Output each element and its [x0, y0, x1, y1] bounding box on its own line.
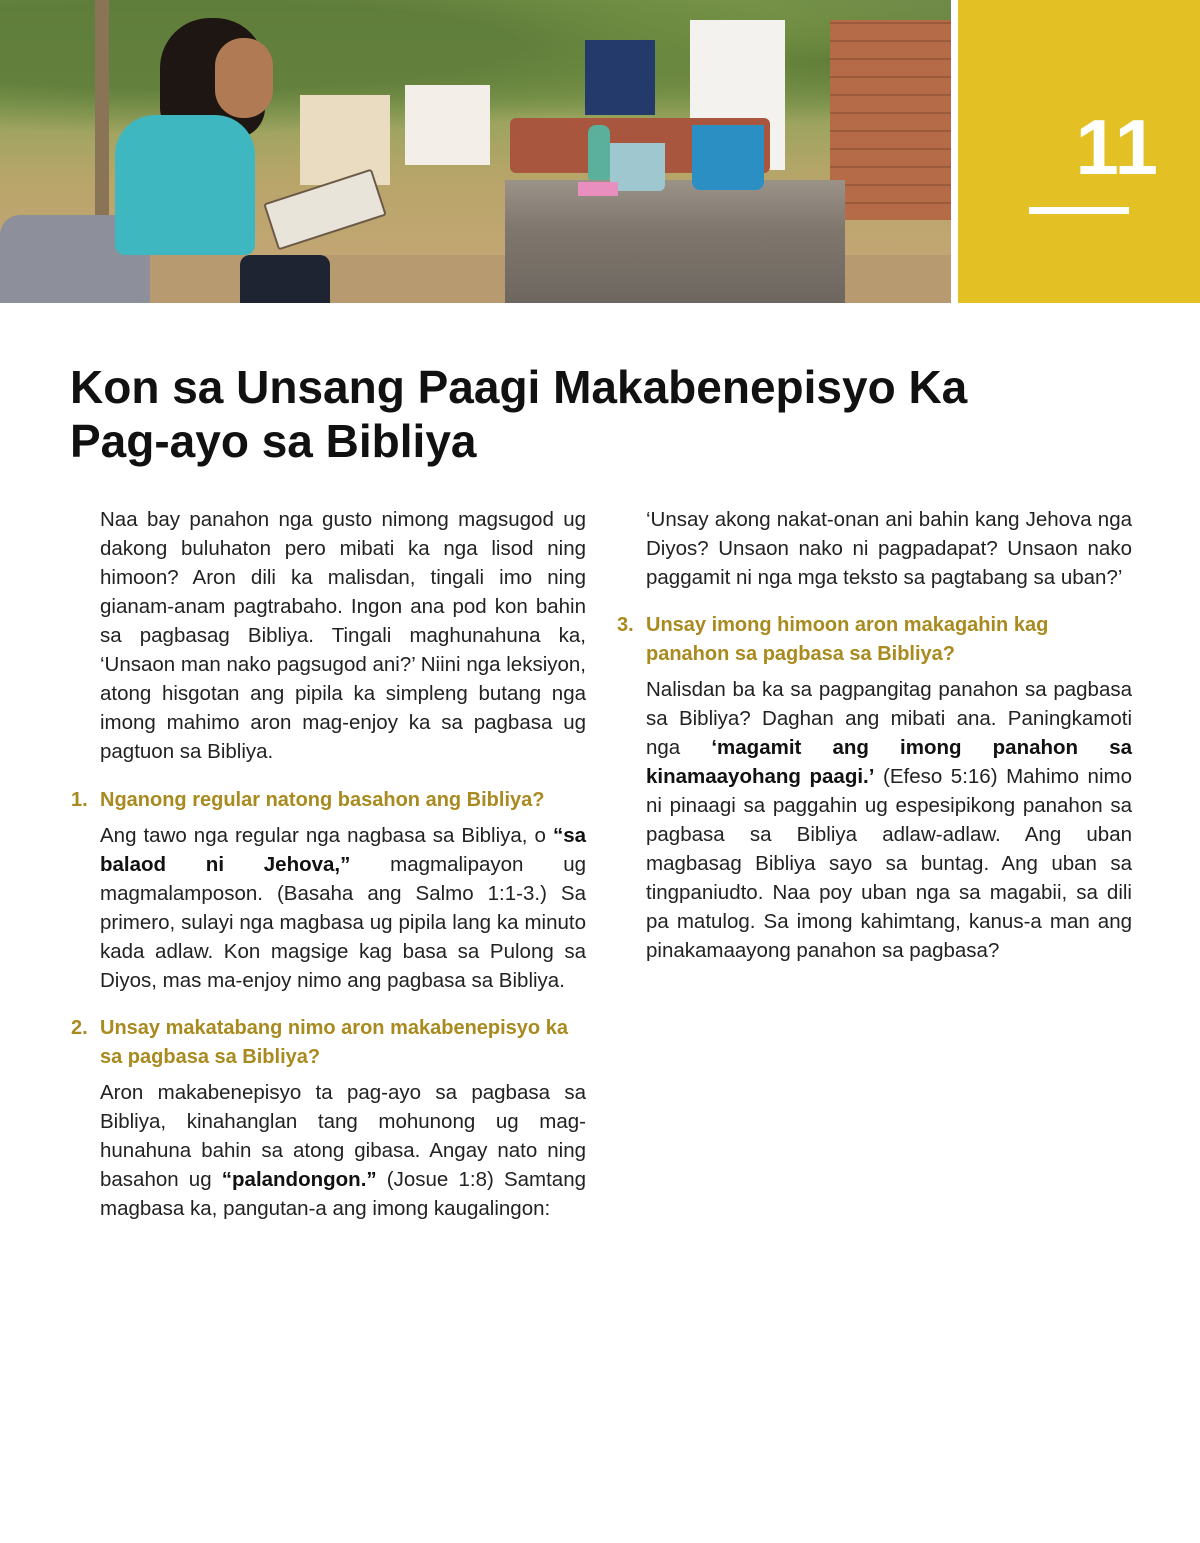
question-text: Nganong regular natong basahon ang Bibliya?: [100, 789, 545, 811]
photo-bucket-blue: [692, 125, 764, 190]
answer-text: Nalisdan ba ka sa pagpangitag panahon sa pagbasa sa Bibliya? Daghan ang mibati ana. Paningkamoti nga: [646, 678, 1132, 759]
photo-sponge: [578, 182, 618, 196]
photo-stone-sink: [505, 180, 845, 303]
lesson-number-underline: [1029, 207, 1129, 214]
right-column: [617, 505, 1132, 984]
answer-text: (Josue 1:8) Samtang magbasa ka, pangutan-a ang imong kaugalingon:: [100, 1168, 586, 1220]
photo-hanging-cloth: [300, 95, 390, 185]
answer-text: (Efeso 5:16) Mahimo nimo ni pinaagi sa paggahin ug espesipikong panahon sa pagbasa sa Bibliya adlaw-adlaw. Ang uban magbasag Bibliya sayo sa buntag. Ang uban sa tingpaniudto. Naa poy uban nga sa magabii, sa dili pa matulog. Sa imong kahimtang, kanus-a man ang pinakamaayong panahon sa pagbasa?: [646, 765, 1132, 962]
answer-text: Aron makabenepisyo ta pag-ayo sa pagbasa sa Bibliya, kinahanglan tang mohunong ug maghunahuna bahin sa atong gibasa. Angay nato ning basahon ug: [100, 1081, 586, 1191]
answer-paragraph-3: [617, 675, 1132, 965]
answer-paragraph-1: [71, 821, 586, 995]
question-heading-2: [71, 1014, 586, 1072]
answer-text: magmalipayon ug magmalamposon. (Basaha ang Salmo 1:1-3.) Sa primero, sulayi nga magbasa ug pipila lang ka minuto kada adlaw. Kon magsige kag basa sa Pulong sa Diyos, mas ma-enjoy nimo ang pagbasa sa Bibliya.: [100, 853, 586, 992]
photo-bottle: [588, 125, 610, 180]
answer-paragraph-2-continued: ‘Unsay akong nakat-onan ani bahin kang Jehova nga Diyos? Unsaon nako ni pagpadapat? Unsaon nako paggamit ni nga mga teksto sa pagtabang sa uban?’: [646, 508, 1132, 589]
question-text: Unsay makatabang nimo aron makabenepisyo ka sa pagbasa sa Bibliya?: [100, 1017, 568, 1068]
question-number: 3.: [617, 614, 634, 636]
answer-paragraph-2: [71, 1078, 586, 1223]
photo-hanging-shirt: [585, 40, 655, 115]
photo-woman-shirt: [115, 115, 255, 255]
photo-woman-legs: [240, 255, 330, 303]
lesson-number: 11: [1075, 103, 1158, 191]
question-number: 2.: [71, 1017, 88, 1039]
page-title: Kon sa Unsang Paagi Makabenepisyo Ka Pag-ayo sa Bibliya: [70, 361, 968, 467]
intro-paragraph: Naa bay panahon nga gusto nimong magsugod ug dakong buluhaton pero mibati ka nga lisod ning himoon? Aron dili ka malisdan, tingali imo ning gianam-anam pagtrabaho. Ingon ana pod kon bahin sa pagbasag Bibliya. Tingali maghunahuna ka, ‘Unsaon man nako pagsugod ani?’ Niini nga leksiyon, atong hisgotan ang pipila ka simpleng butang nga imong mahimo aron mag-enjoy ka sa pagbasa ug pagtuon sa Bibliya.: [100, 508, 586, 763]
question-number: 1.: [71, 789, 88, 811]
question-text: Unsay imong himoon aron makagahin kag panahon sa pagbasa sa Bibliya?: [646, 614, 1049, 665]
photo-hanging-towel: [405, 85, 490, 165]
lesson-number-tab: [958, 0, 1200, 303]
photo-woman-face: [215, 38, 273, 118]
answer-text: Ang tawo nga regular nga nagbasa sa Bibliya, o: [100, 824, 553, 847]
photo-bucket-light: [610, 143, 665, 191]
left-column: [71, 505, 586, 1245]
answer-emphasis: “sa balaod ni Jehova,”: [100, 824, 586, 876]
question-heading-3: [617, 611, 1132, 669]
answer-emphasis: ‘magamit ang imong panahon sa kinamaayohang paagi.’: [646, 736, 1132, 788]
photo-brick-wall: [830, 20, 951, 220]
header-photo: [0, 0, 951, 303]
question-heading-1: [71, 786, 586, 815]
answer-emphasis: “palandongon.”: [221, 1168, 377, 1191]
